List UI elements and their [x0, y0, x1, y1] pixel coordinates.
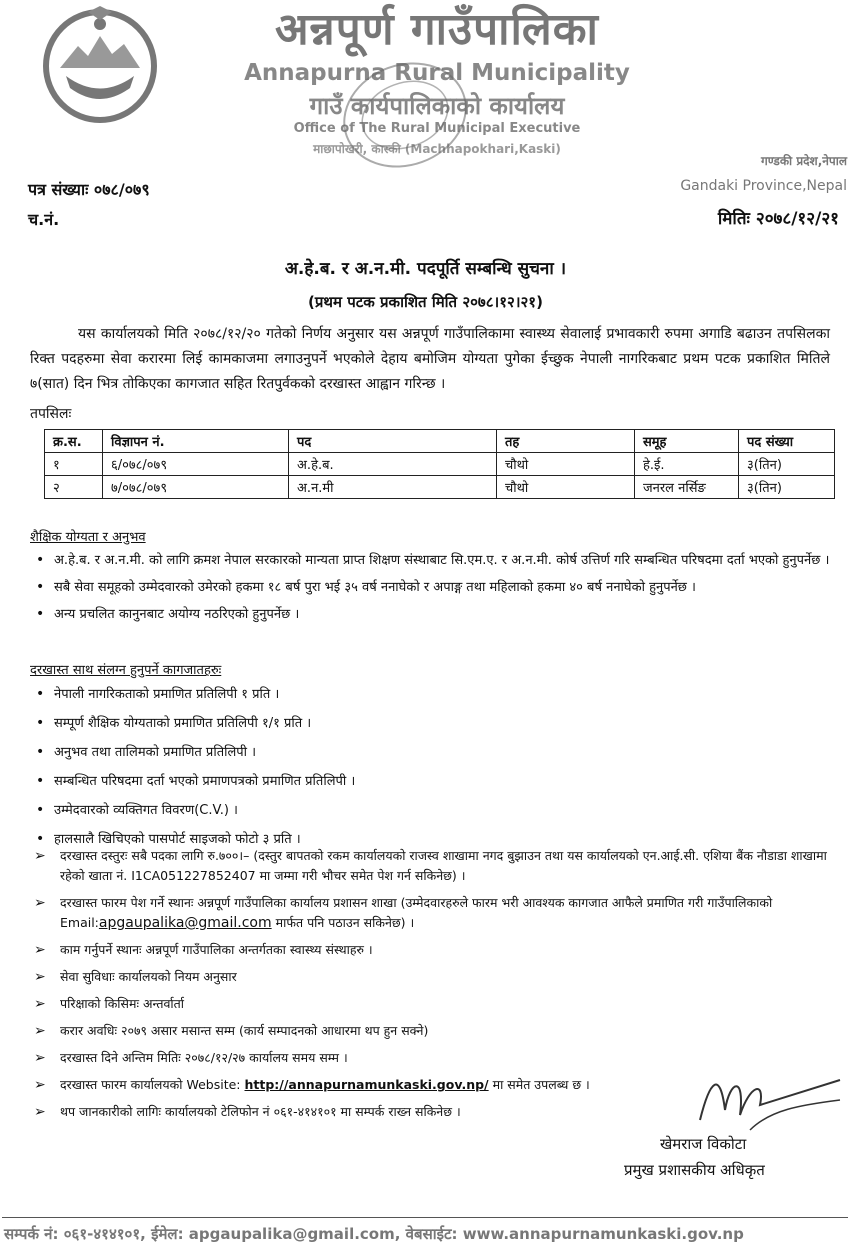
list-item: • अ.हे.ब. र अ.न.मी. को लागि क्रमश नेपाल सरकारको मान्यता प्राप्त शिक्षण संस्थाबाट सि.एम.ए. र अ.न.मी. कोर्ष उत्तिर्ण गरि सम्बन्धित परिषदमा दर्ता भएको हुनुपर्नेछ ।	[30, 550, 830, 571]
header-group: समूह	[635, 430, 739, 453]
letter-ref-number: पत्र संख्याः ०७८/०७९	[28, 180, 150, 199]
signatory-title: प्रमुख प्रशासकीय अधिकृत	[624, 1161, 765, 1179]
cell-post: अ.हे.ब.	[289, 453, 497, 476]
office-stamp	[330, 50, 480, 180]
cell-post: अ.न.मी	[289, 476, 497, 499]
qualification-heading: शैक्षिक योग्यता र अनुभव	[30, 530, 146, 545]
qualification-list	[30, 550, 830, 631]
deadline-item: ➢ दरखास्त दिने अन्तिम मितिः २०७८/१२/२७ कार्यालय समय सम्म ।	[34, 1050, 348, 1066]
cell-ad-number: ६/०७८/०७९	[103, 453, 289, 476]
municipality-name-np: अन्नपूर्ण गाउँपालिका	[275, 4, 599, 55]
cell-ad-number: ७/०७८/०७९	[103, 476, 289, 499]
contact-item: ➢ थप जानकारीको लागिः कार्यालयको टेलिफोन नं ०६१-४१४१०१ मा सम्पर्क राख्न सकिनेछ ।	[34, 1104, 461, 1120]
province-name-np: गण्डकी प्रदेश,नेपाल	[760, 154, 847, 168]
office-name-np: गाउँ कार्यपालिकाको कार्यालय	[309, 92, 565, 120]
details-label: तपसिलः	[30, 406, 72, 422]
submission-item: ➢ दरखास्त फारम पेश गर्ने स्थानः अन्नपूर्ण गाउँपालिका कार्यालय प्रशासन शाखा (उम्मेदवारहरुले फारम भरी आवश्यक कागजात आफैले प्रमाणित गरी गाउँपालिकाको Email:apgaupalika@gmail.com मार्फत पनि पठाउन सकिनेछ) ।	[34, 895, 773, 931]
notice-title: अ.हे.ब. र अ.न.मी. पदपूर्ति सम्बन्धि सुचना ।	[284, 259, 567, 279]
arrow-bullet-icon: ➢	[34, 969, 46, 985]
dispatch-number: च.नं.	[28, 210, 60, 229]
cell-post-count: ३(तिन)	[739, 453, 835, 476]
exam-item: ➢ परिक्षाको किसिमः अन्तर्वार्ता	[34, 996, 185, 1012]
header-ad-number: विज्ञापन नं.	[103, 430, 289, 453]
facilities-item: ➢ सेवा सुविधाः कार्यालयको नियम अनुसार	[34, 969, 237, 985]
notice-paragraph: यस कार्यालयको मिति २०७८/१२/२० गतेको निर्णय अनुसार यस अन्नपूर्ण गाउँपालिकामा स्वास्थ्य सेवालाई प्रभावकारी रुपमा अगाडि बढाउन तपसिलका रिक्त पदहरुमा सेवा करारमा लिई कामकाजमा लगाउनुपर्ने भएकोले देहाय बमोजिम योग्यता पुगेका ईच्छुक नेपाली नागरिकबाट प्रथम पटक प्रकाशित मितिले ७(सात) दिन भित्र तोकिएका कागजात सहित रितपुर्वकको दरखास्त आह्वान गरिन्छ ।	[30, 326, 830, 392]
list-item: • सम्बन्धित परिषदमा दर्ता भएको प्रमाणपत्रको प्रमाणित प्रतिलिपी ।	[30, 771, 830, 792]
header-post-count: पद संख्या	[739, 430, 835, 453]
letter-date: मितिः २०७८/१२/२१	[717, 209, 839, 229]
office-email-link[interactable]: apgaupalika@gmail.com	[98, 915, 272, 931]
table-row	[45, 476, 835, 499]
municipality-name-en: Annapurna Rural Municipality	[244, 60, 630, 86]
handwritten-signature	[690, 1060, 850, 1140]
arrow-bullet-icon: ➢	[34, 1050, 46, 1066]
office-address: माछापोखरी, कास्की (Machhapokhari,Kaski)	[313, 142, 561, 156]
cell-group: जनरल नर्सिङ	[635, 476, 739, 499]
office-website-link[interactable]: http://annapurnamunkaski.gov.np/	[244, 1077, 489, 1092]
header-level: तह	[497, 430, 635, 453]
header-post: पद	[289, 430, 497, 453]
cell-group: हे.ई.	[635, 453, 739, 476]
cell-serial: २	[45, 476, 103, 499]
cell-serial: १	[45, 453, 103, 476]
workplace-item: ➢ काम गर्नुपर्ने स्थानः अन्नपूर्ण गाउँपालिका अन्तर्गतका स्वास्थ्य संस्थाहरु ।	[34, 942, 373, 958]
fee-item: ➢ दरखास्त दस्तुरः सबै पदका लागि रु.७००।– (दस्तुर बापतको रकम कार्यालयको राजस्व शाखामा नगद बुझाउन तथा यस कार्यालयको एन.आई.सी. एशिया बैंक नौडाडा शाखामा रहेको खाता नं. I1CA051227852407 मा जम्मा गरी भौचर समेत पेश गर्न सकिनेछ) ।	[34, 848, 827, 883]
office-name-en: Office of The Rural Municipal Executive	[293, 121, 581, 136]
arrow-bullet-icon: ➢	[34, 942, 46, 958]
arrow-bullet-icon: ➢	[34, 1104, 46, 1120]
footer-contact: सम्पर्क नं: ०६१-४१४१०१, ईमेल: apgaupalika@gmail.com, वेबसाईट: www.annapurnamunkaski.gov.np	[4, 1225, 744, 1243]
arrow-bullet-icon: ➢	[34, 996, 46, 1012]
list-item: • अनुभव तथा तालिमको प्रमाणित प्रतिलिपी ।	[30, 742, 830, 763]
arrow-bullet-icon: ➢	[34, 848, 46, 864]
list-item: • नेपाली नागरिकताको प्रमाणित प्रतिलिपी १ प्रति ।	[30, 684, 830, 705]
cell-level: चौथो	[497, 453, 635, 476]
table-header-row	[45, 430, 835, 453]
nepal-emblem-icon	[40, 6, 160, 126]
website-item: ➢ दरखास्त फारम कार्यालयको Website: http://annapurnamunkaski.gov.np/ मा समेत उपलब्ध छ ।	[34, 1077, 590, 1093]
cell-level: चौथो	[497, 476, 635, 499]
arrow-bullet-icon: ➢	[34, 895, 46, 911]
header-serial: क्र.स.	[45, 430, 103, 453]
list-item: • अन्य प्रचलित कानुनबाट अयोग्य नठरिएको हुनुपर्नेछ ।	[30, 604, 830, 625]
cell-post-count: ३(तिन)	[739, 476, 835, 499]
signatory-name: खेमराज विकोटा	[660, 1135, 747, 1153]
vacancy-table	[44, 429, 835, 499]
contract-item: ➢ करार अवधिः २०७९ असार मसान्त सम्म (कार्य सम्पादनको आधारमा थप हुन सक्ने)	[34, 1023, 429, 1039]
publish-date: (प्रथम पटक प्रकाशित मिति २०७८।१२।२१)	[308, 293, 543, 311]
documents-list	[30, 684, 830, 858]
list-item: • सम्पूर्ण शैक्षिक योग्यताको प्रमाणित प्रतिलिपी १/१ प्रति ।	[30, 713, 830, 734]
documents-heading: दरखास्त साथ संलग्न हुनुपर्ने कागजातहरुः	[30, 663, 222, 678]
table-row	[45, 453, 835, 476]
footer-divider	[2, 1217, 848, 1218]
list-item: • सबै सेवा समूहको उम्मेदवारको उमेरको हकमा १८ बर्ष पुरा भई ३५ वर्ष ननाघेको र अपाङ्ग तथा महिलाको हकमा ४० बर्ष ननाघेको हुनुपर्नेछ ।	[30, 577, 830, 598]
arrow-bullet-icon: ➢	[34, 1023, 46, 1039]
province-name-en: Gandaki Province,Nepal	[680, 178, 847, 194]
list-item: • हालसालै खिचिएको पासपोर्ट साइजको फोटो ३ प्रति ।	[30, 829, 830, 850]
list-item: • उम्मेदवारको व्यक्तिगत विवरण(C.V.) ।	[30, 800, 830, 821]
arrow-bullet-icon: ➢	[34, 1077, 46, 1093]
